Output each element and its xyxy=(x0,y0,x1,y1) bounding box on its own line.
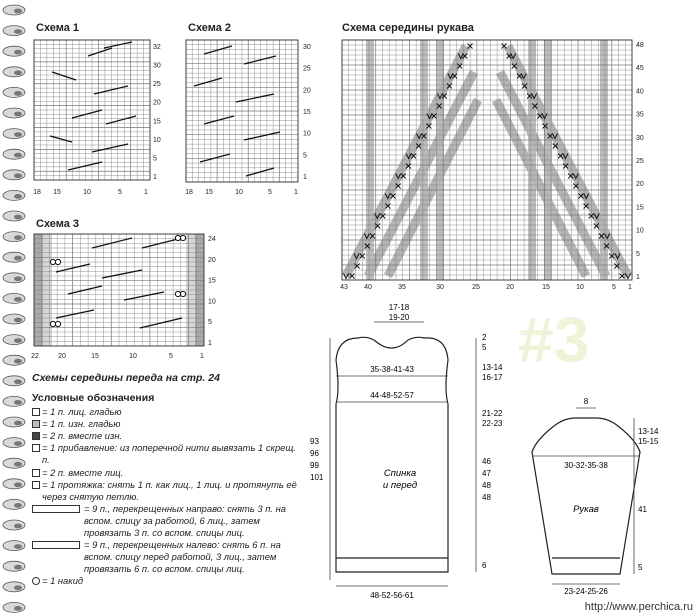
body-length-1: 93 xyxy=(310,437,319,446)
chart-2-bottom-tick: 5 xyxy=(268,189,272,196)
chart-1-right-ticks xyxy=(153,44,161,181)
legend-item-purl: = 1 п. изн. гладью xyxy=(32,418,300,430)
body-armhole-2: 16-17 xyxy=(482,373,503,382)
sleeve-chart-right-tick: 35 xyxy=(636,111,644,119)
chart-2-right-tick: 25 xyxy=(303,65,311,73)
chart-3-right-tick: 1 xyxy=(208,340,212,347)
chart-3-right-tick: 10 xyxy=(208,298,216,306)
chart-2-title: Схема 2 xyxy=(188,22,232,34)
chart-1-bottom-ticks xyxy=(33,189,148,196)
body-armhole-1: 13-14 xyxy=(482,363,503,372)
sleeve-chart-right-tick: 1 xyxy=(636,274,640,281)
chart-1-cables xyxy=(50,42,136,170)
body-schematic xyxy=(296,300,506,610)
body-length-3: 99 xyxy=(310,461,319,470)
chart-3 xyxy=(32,230,227,365)
body-shoulder-width: 44-48-52-57 xyxy=(370,391,414,400)
chart-2-bottom-ticks xyxy=(185,189,298,196)
chart-3-bottom-tick: 20 xyxy=(58,353,66,360)
chart-3-right-tick: 20 xyxy=(208,256,216,264)
sleeve-schematic xyxy=(520,394,692,602)
sleeve-chart-bottom-tick: 40 xyxy=(364,284,372,291)
spiral-binding xyxy=(0,0,28,615)
sleeve-chart-right-tick: 20 xyxy=(636,181,644,189)
chart-3-right-ticks xyxy=(208,236,216,347)
front-chart-note: Схемы середины переда на стр. 24 xyxy=(32,372,220,384)
sleeve-chart-right-tick: 48 xyxy=(636,42,644,49)
chart-1-right-tick: 5 xyxy=(153,155,157,163)
sleeve-chart-title: Схема середины рукава xyxy=(342,22,474,34)
legend-item-p2tog: = 2 п. вместе изн. xyxy=(32,430,300,442)
chart-3-bottom-tick: 5 xyxy=(169,353,173,360)
sleeve-chart-bottom-tick: 30 xyxy=(436,284,444,291)
legend-item-yarn-over: = 1 накид xyxy=(32,575,300,587)
skp-symbol xyxy=(32,481,40,489)
legend-item-k2tog: = 2 п. вместе лиц. xyxy=(32,467,300,479)
chart-2-right-tick: 10 xyxy=(303,130,311,138)
sleeve-chart-right-tick: 5 xyxy=(636,250,640,258)
chart-2-bottom-tick: 15 xyxy=(205,189,213,196)
chart-2-bottom-tick: 1 xyxy=(294,189,298,196)
sleeve-chart-diagonals xyxy=(346,46,628,276)
chart-1 xyxy=(32,36,172,196)
chart-3-grid xyxy=(34,234,204,346)
sleeve-chart-right-tick: 30 xyxy=(636,134,644,142)
sleeve-chart-bottom-tick: 43 xyxy=(340,284,348,291)
body-bottom-width: 48-52-56-61 xyxy=(370,591,414,600)
body-mid-1: 21-22 xyxy=(482,409,503,418)
chart-3-bottom-tick: 1 xyxy=(200,353,204,360)
chart-1-bottom-tick: 18 xyxy=(33,189,41,196)
chart-2-right-ticks xyxy=(303,44,311,181)
sleeve-chart-right-tick: 45 xyxy=(636,65,644,73)
chart-2-right-tick: 30 xyxy=(303,44,311,51)
chart-1-right-tick: 25 xyxy=(153,81,161,89)
chart-1-right-tick: 1 xyxy=(153,174,157,181)
body-dimension-lines xyxy=(330,322,476,586)
sleeve-chart-bottom-tick: 35 xyxy=(398,284,406,291)
chart-3-right-tick: 24 xyxy=(208,236,216,243)
p2tog-symbol xyxy=(32,432,40,440)
legend-item-skp: = 1 протяжка: снять 1 п. как лиц., 1 лиц. и протянуть её через снятую петлю. xyxy=(32,479,300,503)
chart-2-right-tick: 15 xyxy=(303,109,311,116)
sleeve-chart-bottom-tick: 5 xyxy=(612,284,616,291)
sleeve-chart xyxy=(338,36,668,292)
sleeve-outline xyxy=(532,418,640,574)
sleeve-cap-2: 15-15 xyxy=(638,437,659,446)
chart-1-right-tick: 32 xyxy=(153,44,161,51)
k2tog-symbol xyxy=(32,469,40,477)
knit-symbol xyxy=(32,408,40,416)
chart-1-bottom-tick: 1 xyxy=(144,189,148,196)
sleeve-chart-bottom-tick: 25 xyxy=(472,284,480,291)
svg-text:#3: #3 xyxy=(518,304,590,376)
background-watermark-mark xyxy=(508,300,658,380)
chart-1-grid xyxy=(34,40,150,180)
sleeve-chart-bottom-ticks xyxy=(340,284,632,291)
legend xyxy=(32,392,300,588)
body-label-2: и перед xyxy=(382,480,418,491)
body-side-4: 48 xyxy=(482,493,491,502)
yarn-over-symbol xyxy=(32,577,40,585)
sleeve-chart-bottom-tick: 15 xyxy=(542,284,550,291)
chart-3-right-tick: 5 xyxy=(208,319,212,327)
sleeve-chart-right-ticks xyxy=(636,42,644,281)
sleeve-bottom-width: 23-24-25-26 xyxy=(564,587,608,596)
chart-2-right-tick: 5 xyxy=(303,152,307,160)
purl-symbol xyxy=(32,420,40,428)
body-neck-depth-1: 2 xyxy=(482,333,487,342)
chart-2-right-tick: 1 xyxy=(303,174,307,181)
sleeve-chart-right-tick: 10 xyxy=(636,227,644,235)
sleeve-top-width: 8 xyxy=(583,397,589,406)
body-length-2: 96 xyxy=(310,449,319,458)
watermark-url: http://www.perchica.ru xyxy=(584,601,693,613)
body-chest-width: 35-38-41-43 xyxy=(370,365,414,374)
body-top-width-2: 19-20 xyxy=(388,313,410,322)
chart-3-title: Схема 3 xyxy=(36,218,80,230)
chart-3-bottom-tick: 22 xyxy=(31,353,39,360)
chart-1-bottom-tick: 5 xyxy=(118,189,122,196)
sleeve-length: 41 xyxy=(638,505,647,514)
sleeve-chart-right-tick: 40 xyxy=(636,88,644,96)
legend-item-cable-right: = 9 п., перекрещенных направо: снять 3 п. на вспом. спицу за работой, 6 лиц., затем провязать 3 п. со вспом. спицы лиц. xyxy=(32,503,300,539)
chart-1-right-tick: 15 xyxy=(153,118,161,126)
body-label-1: Спинка xyxy=(383,468,417,479)
sleeve-chart-bottom-tick: 20 xyxy=(506,284,514,291)
body-neck-depth-2: 5 xyxy=(482,343,487,352)
legend-title: Условные обозначения xyxy=(32,392,155,404)
chart-2-bottom-tick: 18 xyxy=(185,189,193,196)
legend-item-knit: = 1 п. лиц. гладью xyxy=(32,406,300,418)
legend-item-cable-left: = 9 п., перекрещенных налево: снять 6 п. на вспом. спицу перед работой, 3 лиц., затем провязать 6 п. со вспом. спицы лиц. xyxy=(32,539,300,575)
body-top-width-1: 17-18 xyxy=(388,303,410,312)
chart-3-bottom-tick: 15 xyxy=(91,353,99,360)
sleeve-chart-bottom-tick: 10 xyxy=(576,284,584,291)
body-hem: 6 xyxy=(482,561,487,570)
chart-1-right-tick: 10 xyxy=(153,136,161,144)
chart-3-bottom-tick: 10 xyxy=(129,353,137,360)
sleeve-label: Рукав xyxy=(573,504,599,515)
chart-1-bottom-tick: 15 xyxy=(53,189,61,196)
body-length-4: 101 xyxy=(310,473,324,482)
body-side-3: 48 xyxy=(482,481,491,490)
chart-2 xyxy=(184,36,324,196)
body-side-2: 47 xyxy=(482,469,491,478)
sleeve-cuff: 5 xyxy=(638,563,643,572)
sleeve-upper-width: 30-32-35-38 xyxy=(564,461,608,470)
chart-2-right-tick: 20 xyxy=(303,87,311,95)
sleeve-chart-right-tick: 15 xyxy=(636,204,644,212)
increase-symbol xyxy=(32,444,40,452)
chart-3-right-tick: 15 xyxy=(208,277,216,285)
chart-2-bottom-tick: 10 xyxy=(235,189,243,196)
legend-item-increase: = 1 прибавление: из поперечной нити вывязать 1 скрещ. п. xyxy=(32,442,300,466)
sleeve-cap-1: 13-14 xyxy=(638,427,659,436)
chart-1-bottom-tick: 10 xyxy=(83,189,91,196)
chart-1-title: Схема 1 xyxy=(36,22,80,34)
chart-3-bottom-ticks xyxy=(31,353,204,360)
chart-1-right-tick: 20 xyxy=(153,99,161,107)
cable-right-symbol xyxy=(32,505,80,513)
body-side-1: 46 xyxy=(482,457,491,466)
body-mid-2: 22-23 xyxy=(482,419,503,428)
sleeve-chart-right-tick: 25 xyxy=(636,158,644,165)
chart-1-right-tick: 30 xyxy=(153,62,161,70)
sleeve-chart-bottom-tick: 1 xyxy=(628,284,632,291)
cable-left-symbol xyxy=(32,541,80,549)
